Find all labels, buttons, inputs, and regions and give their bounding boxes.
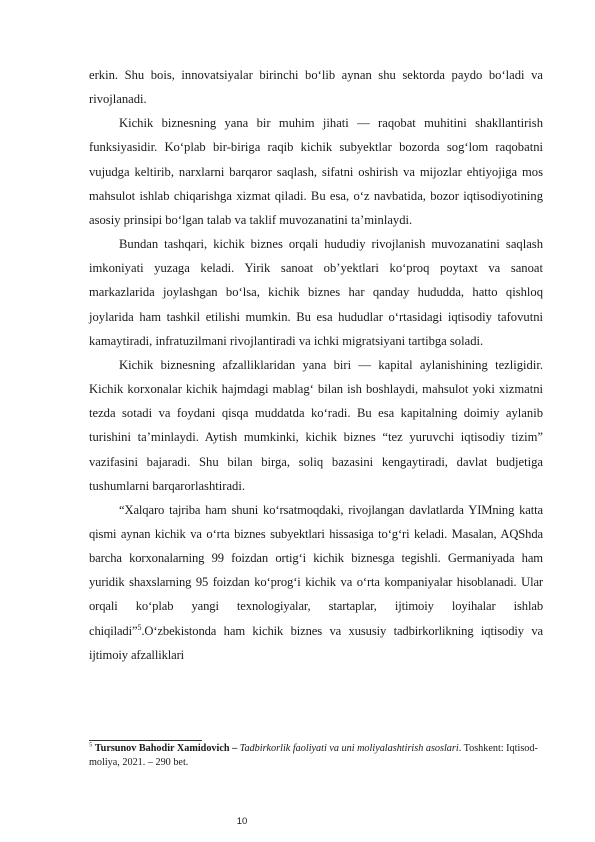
page-number: 10 bbox=[236, 816, 248, 827]
paragraph-5-text: “Xalqaro tajriba ham shuni ko‘rsatmoqdaki, rivojlangan davlatlarda YIMning katta qismi aynan kichik va o‘rta biznes subyektlari hissasiga to‘g‘ri keladi. Masalan, AQShda barcha korxonalarning 99 foizdan ortig‘i kichik biznesga tegishli. Germaniyada ham yuridik shaxslarning 95 foizdan ko‘prog‘i kichik va o‘rta kompaniyalar hisoblanadi. Ular orqali ko‘plab yangi texnologiyalar, startaplar, ijtimoiy loyihalar ishlab chiqiladi” bbox=[89, 502, 543, 638]
paragraph-3: Bundan tashqari, kichik biznes orqali hududiy rivojlanish muvozanatini saqlash imkoniyati yuzaga keladi. Yirik sanoat ob’yektlari ko‘proq poytaxt va sanoat markazlarida joylashgan bo‘lsa, kichik biznes har qanday hududda, hatto qishloq joylarida ham tashkil etilishi mumkin. Bu esa hududlar o‘rtasidagi iqtisodiy tafovutni kamaytiradi, infratuzilmani rivojlantiradi va ichki migratsiyani tartibga soladi. bbox=[89, 237, 543, 348]
footnote-title: Tadbirkorlik faoliyati va uni moliyalashtirish asoslari bbox=[239, 743, 459, 754]
page-body bbox=[89, 63, 543, 667]
footnote-divider bbox=[89, 740, 202, 741]
footnote-publication: . Toshkent: Iqtisod-moliya, 2021. – 290 bet. bbox=[89, 743, 538, 768]
paragraph-5 bbox=[89, 498, 543, 667]
paragraph-1: erkin. Shu bois, innovatsiyalar birinchi bo‘lib aynan shu sektorda paydo bo‘ladi va rivojlanadi. bbox=[89, 68, 543, 107]
paragraph-5-continuation: .O‘zbekistonda ham kichik biznes va xususiy tadbirkorlikning iqtisodiy va ijtimoiy afzalliklari bbox=[89, 623, 543, 662]
footnote-author: Tursunov Bahodir Xamidovich – bbox=[94, 743, 238, 754]
paragraph-2: Kichik biznesning yana bir muhim jihati — raqobat muhitini shakllantirish funksiyasidir. Ko‘plab bir-biriga raqib kichik subyektlar bozorda sog‘lom raqobatni vujudga keltirib, narxlarni barqaror saqlash, sifatni oshirish va mijozlar ehtiyojiga mos mahsulot ishlab chiqarishga xizmat qiladi. Bu esa, o‘z navbatida, bozor iqtisodiyotining asosiy prinsipi bo‘lgan talab va taklif muvozanatini ta’minlaydi. bbox=[89, 116, 543, 227]
paragraph-4: Kichik biznesning afzalliklaridan yana biri — kapital aylanishining tezligidir. Kichik korxonalar kichik hajmdagi mablag‘ bilan ish boshlaydi, mahsulot yoki xizmatni tezda sotadi va foydani qisqa muddatda ko‘radi. Bu esa kapitalning doimiy aylanib turishini ta’minlaydi. Aytish mumkinki, kichik biznes “tez yuruvchi iqtisodiy tizim” vazifasini bajaradi. Shu bilan birga, soliq bazasini kengaytiradi, davlat budjetiga tushumlarni barqarorlashtiradi. bbox=[89, 357, 543, 493]
footnote bbox=[89, 742, 549, 770]
footnote-reference[interactable]: 5 bbox=[137, 622, 142, 632]
footnote-number: 5 bbox=[89, 741, 93, 749]
